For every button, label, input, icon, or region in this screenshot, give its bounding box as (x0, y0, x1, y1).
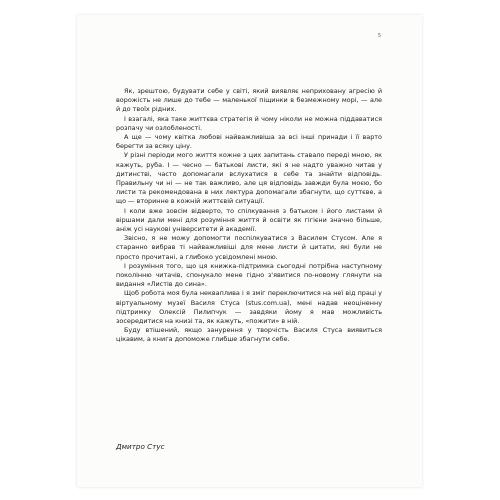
paragraph: І розуміння того, що ця книжка-підтримка сьогодні потрібна наступному поколінню читачів, спонукало мене гідно з'явитися по-новому глянути на видання «Листів до сина». (116, 261, 382, 289)
paragraph: Щоб робота моя була некваплива і я зміг переключитися на неї від праці у віртуальному музеї Василя Стуса (stus.com.ua), мені надав неоціненну підтримку Олексій Пилипчук — завдяки йому я мав можливість зосередитися на книзі та, як кажуть, «пожити» в ній. (116, 289, 382, 326)
page-number: 5 (377, 33, 381, 39)
paragraph: У різні періоди мого життя кожне з цих запитань ставало переді мною, як кажуть, руба. І — чесно — батькові листи, які я не надто уважно читав у дитинстві, часто допомагали вслухатися в себе та знайти відповідь. Правильну чи ні — не так важливо, але ця відповідь завжди була моєю, бо листи та рекомендована в них лектура допомагали збагнути, що суттєве, а що — вторинне в кожній життєвій ситуації. (116, 151, 382, 206)
body-text (116, 87, 382, 345)
paragraph: А ще — чому квітка любові найважливіша за всі інші принади і її варто берегти за всяку ціну. (116, 133, 382, 151)
paragraph: І коли вже зовсім відверто, то спілкування з батьком і його листами й віршами дали мені для розуміння життя й освіти як гігієни значно більше, аніж усі наукові університети й академії. (116, 206, 382, 234)
paragraph: Як, зрештою, будувати себе у світі, який виявляє неприховану агресію й ворожість не лише до тебе — маленької піщинки в безмежному морі, — але й до твоїх рідних. (116, 87, 382, 114)
paragraph: Звісно, я не можу допомогти поспілкуватися з Василем Стусом. Але я старанно вибрав ті найважливіші для мене листи й цитати, які були не просто прочитані, а глибоко усвідомлені мною. (116, 234, 382, 261)
paragraph: І взагалі, яка таке життєва стратегія й чому ніколи не можна піддаватися розпачу чи озлобленості. (116, 114, 382, 132)
book-page (77, 15, 422, 487)
author-signature: Дмитро Стус (116, 442, 165, 451)
paragraph: Буду втішений, якщо занурення у творчість Василя Стуса виявиться цікавим, а книга допоможе глибше збагнути себе. (116, 326, 382, 344)
